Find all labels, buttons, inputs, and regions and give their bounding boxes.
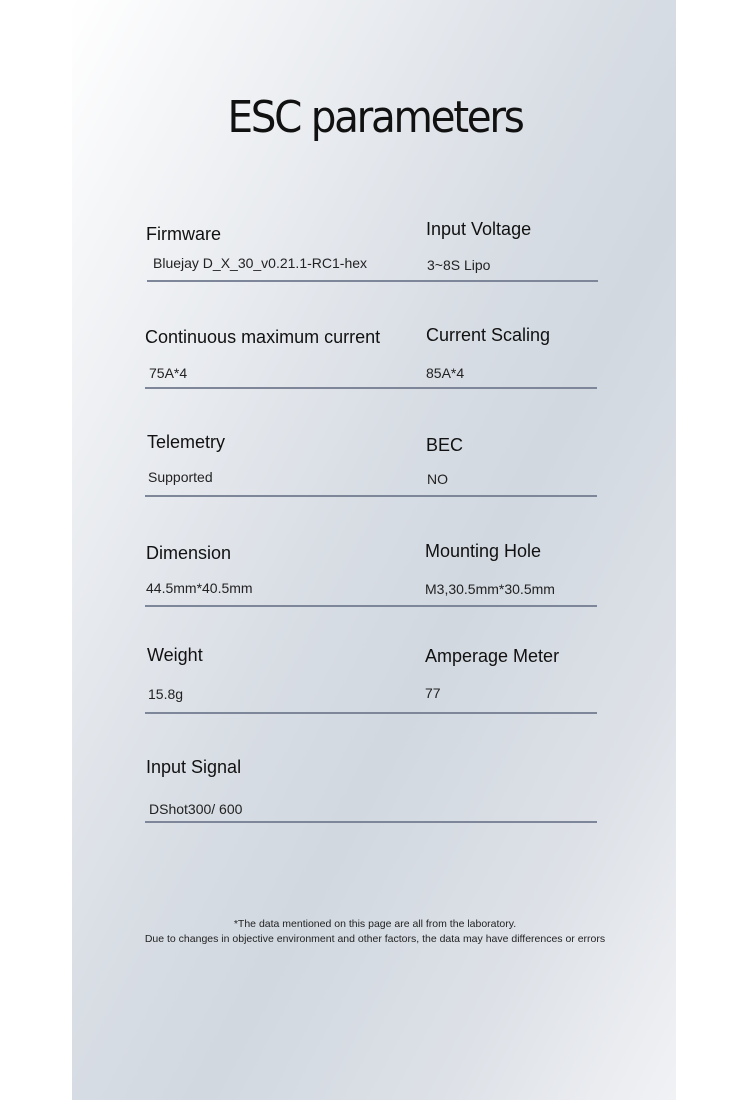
param-label-bec: BEC xyxy=(426,435,464,455)
param-label-amperage-meter: Amperage Meter xyxy=(425,646,560,666)
param-label-weight: Weight xyxy=(147,645,203,665)
param-label-dimension: Dimension xyxy=(146,543,232,563)
footnote-line-1: *The data mentioned on this page are all from the laboratory. xyxy=(233,918,517,930)
param-value-current-scaling: 85A*4 xyxy=(426,365,465,381)
param-label-input-voltage: Input Voltage xyxy=(426,219,532,239)
param-value-weight: 15.8g xyxy=(148,686,184,702)
footnote-line-2: Due to changes in objective environment and other factors, the data may have differences or errors xyxy=(144,933,606,945)
param-label-continuous-current: Continuous maximum current xyxy=(145,327,381,347)
param-value-firmware: Bluejay D_X_30_v0.21.1-RC1-hex xyxy=(153,255,368,271)
param-value-amperage-meter: 77 xyxy=(425,685,441,701)
divider xyxy=(145,712,597,714)
page-title: ESC parameters xyxy=(227,92,523,143)
divider xyxy=(145,821,597,823)
divider xyxy=(145,495,597,497)
divider xyxy=(147,280,598,282)
param-label-input-signal: Input Signal xyxy=(146,757,242,777)
divider xyxy=(145,605,597,607)
param-value-continuous-current: 75A*4 xyxy=(149,365,188,381)
param-label-firmware: Firmware xyxy=(146,224,221,244)
param-value-bec: NO xyxy=(427,471,448,487)
param-value-telemetry: Supported xyxy=(148,469,213,485)
param-label-current-scaling: Current Scaling xyxy=(426,325,551,345)
param-value-input-signal: DShot300/ 600 xyxy=(149,801,243,817)
param-label-mounting-hole: Mounting Hole xyxy=(425,541,542,561)
param-value-dimension: 44.5mm*40.5mm xyxy=(146,580,253,596)
param-value-input-voltage: 3~8S Lipo xyxy=(427,257,491,273)
divider xyxy=(145,387,597,389)
param-label-telemetry: Telemetry xyxy=(147,432,226,452)
param-value-mounting-hole: M3,30.5mm*30.5mm xyxy=(425,581,555,597)
